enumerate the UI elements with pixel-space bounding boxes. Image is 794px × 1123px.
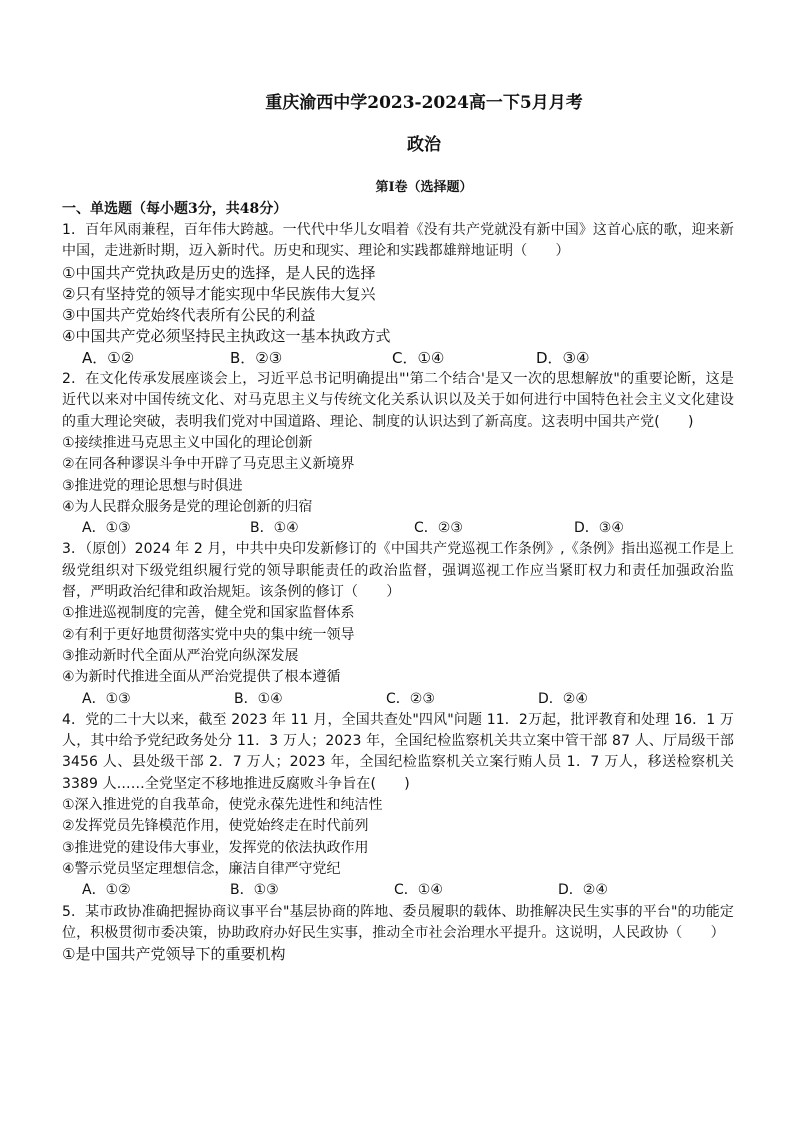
question-5 <box>62 902 734 966</box>
question-stem: 4．党的二十大以来，截至 2023 年 11 月，全国共查处"四风"问题 11．2万起，批评教育和处理 16．1 万人，其中给予党纪政务处分 11．3 万人；2023 年，全国纪检监察机关共立案中管干部 87 人、厅局级干部 3456 人、县处级干部 2．7 万人；2023 年，全国纪检监察机关立案行贿人员 1．7 万人，移送检察机关 3389 人……全党坚定不移地推进反腐败斗争旨在( ) <box>62 711 734 792</box>
choice-d: D．③④ <box>536 348 590 367</box>
choice-b: B．②③ <box>230 348 283 367</box>
statement-option: ③推进党的建设伟大事业，发挥党的依法执政作用 <box>62 839 369 856</box>
statement-option: ④警示党员坚定理想信念，廉洁自律严守党纪 <box>62 860 341 877</box>
choice-d: D．③④ <box>574 520 624 537</box>
statement-option: ①推进巡视制度的完善，健全党和国家监督体系 <box>62 605 355 622</box>
statement-option: ③推动新时代全面从严治党向纵深发展 <box>62 647 299 664</box>
question-stem: 5．某市政协准确把握协商议事平台"基层协商的阵地、委员履职的载体、助推解决民生实事的平台"的功能定位，积极贯彻市委决策，协助政府办好民生实事，推动全市社会治理水平提升。这说明，人民政协（ ） <box>62 903 734 941</box>
statement-option: ②有利于更好地贯彻落实党中央的集中统一领导 <box>62 626 355 643</box>
choice-c: C．②③ <box>386 690 435 707</box>
statement-option: ①深入推进党的自我革命，使党永葆先进性和纯洁性 <box>62 797 383 814</box>
choice-a: A．①③ <box>82 690 131 707</box>
question-stem: 1．百年风雨兼程，百年伟大跨越。一代代中华儿女唱着《没有共产党就没有新中国》这首心底的歌，迎来新中国，走进新时期，迈入新时代。历史和现实、理论和实践都雄辩地证明（ ） <box>62 222 734 260</box>
answer-choices <box>62 348 734 369</box>
choice-a: A．①② <box>82 348 135 367</box>
choice-d: D．②④ <box>538 690 588 707</box>
choice-c: C．①④ <box>394 882 443 899</box>
choice-d: D．②④ <box>558 882 608 899</box>
choice-a: A．①② <box>82 882 131 899</box>
choice-c: C．①④ <box>392 348 445 367</box>
statement-option: ③推进党的理论思想与时俱进 <box>62 477 243 494</box>
statement-option: ①中国共产党执政是历史的选择，是人民的选择 <box>62 263 376 282</box>
exam-subject: 政治 <box>407 135 441 155</box>
statement-option: ①是中国共产党领导下的重要机构 <box>62 945 286 964</box>
question-2 <box>62 369 734 539</box>
question-1 <box>62 220 734 369</box>
choice-b: B．①④ <box>234 690 283 707</box>
question-3 <box>62 539 734 709</box>
section-heading: 一、单选题（每小题3分，共48分） <box>62 201 288 217</box>
answer-choices <box>62 689 734 710</box>
statement-option: ②发挥党员先锋模范作用，使党始终走在时代前列 <box>62 818 369 835</box>
answer-choices <box>62 880 734 901</box>
question-stem: 3．（原创）2024 年 2 月，中共中央印发新修订的《中国共产党巡视工作条例》,《条例》指出巡视工作是上级党组织对下级党组织履行党的领导职能责任的政治监督，强调巡视工作应当紧盯权力和责任加强政治监督，严明政治纪律和政治规矩。该条例的修订（ ） <box>62 541 734 601</box>
statement-option: ④中国共产党必须坚持民主执政这一基本执政方式 <box>62 327 391 346</box>
statement-option: ④为人民群众服务是党的理论创新的归宿 <box>62 498 313 515</box>
exam-page <box>62 92 734 965</box>
statement-option: ②只有坚持党的领导才能实现中华民族伟大复兴 <box>62 284 376 303</box>
question-stem: 2．在文化传承发展座谈会上，习近平总书记明确提出"'第二个结合'是又一次的思想解放"的重要论断，这是近代以来对中国传统文化、对马克思主义与传统文化关系认识以及关于如何进行中国特色社会主义文化建设的重大理论突破，表明我们党对中国道路、理论、制度的认识达到了新高度。这表明中国共产党( ) <box>62 371 734 430</box>
statement-option: ②在同各种谬误斗争中开辟了马克思主义新境界 <box>62 456 355 473</box>
part-heading: 第Ⅰ卷（选择题） <box>375 180 473 195</box>
statement-option: ③中国共产党始终代表所有公民的利益 <box>62 306 316 325</box>
exam-title: 重庆渝西中学2023-2024高一下5月月考 <box>265 93 583 113</box>
statement-option: ④为新时代推进全面从严治党提供了根本遵循 <box>62 669 341 686</box>
statement-option: ①接续推进马克思主义中国化的理论创新 <box>62 434 313 451</box>
answer-choices <box>62 518 734 539</box>
question-4 <box>62 710 734 902</box>
choice-c: C．②③ <box>414 520 463 537</box>
choice-a: A．①③ <box>82 520 131 537</box>
choice-b: B．①③ <box>230 882 279 899</box>
choice-b: B．①④ <box>250 520 299 537</box>
